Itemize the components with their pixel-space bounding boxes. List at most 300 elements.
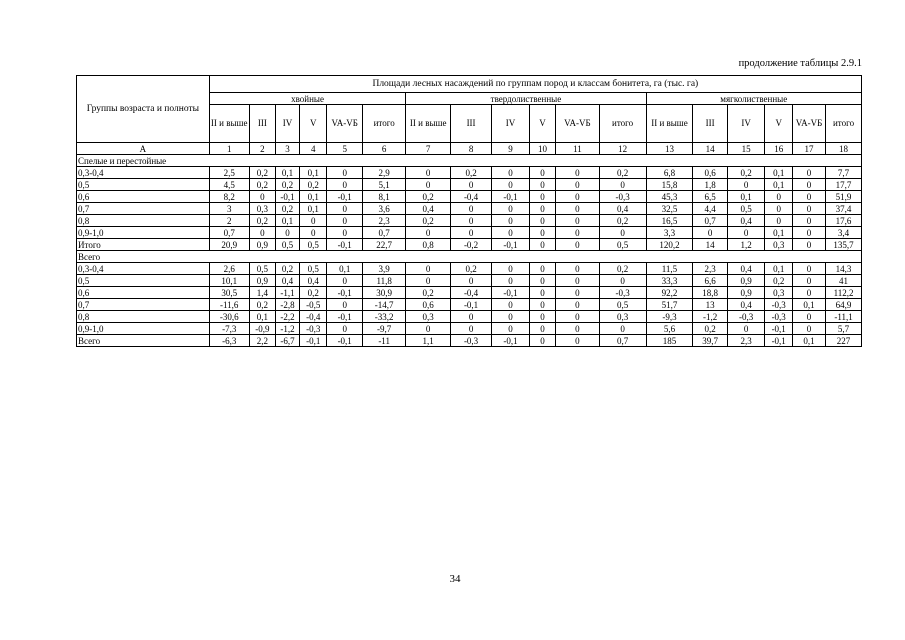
column-number: А [77,143,210,155]
table-cell: 0 [450,227,491,239]
column-number-row [77,143,862,155]
table-cell: 0,1 [765,179,792,191]
table-cell: 0 [492,179,530,191]
table-cell: 0,2 [406,287,451,299]
row-label: 0,5 [77,275,210,287]
table-cell: 0 [693,227,727,239]
section-header-row [77,251,862,263]
row-label: 0,6 [77,287,210,299]
subcolumn-header: II и выше [406,105,451,143]
table-cell: 0 [556,227,599,239]
table-cell: 0,1 [276,167,300,179]
table-cell: 92,2 [646,287,693,299]
table-cell: 0,1 [727,191,765,203]
table-cell: 0 [327,179,362,191]
table-cell: 0,3 [406,311,451,323]
table-cell: 5,7 [826,323,862,335]
table-cell: 0,5 [727,203,765,215]
table-cell: 1,4 [249,287,275,299]
table-cell: 0 [492,275,530,287]
table-cell: -0,1 [327,335,362,347]
table-cell: 135,7 [826,239,862,251]
table-cell: 0,2 [249,215,275,227]
table-cell: 3,6 [362,203,405,215]
table-cell: 0 [529,179,555,191]
table-cell: 0 [492,263,530,275]
table-cell: -0,1 [765,323,792,335]
table-cell: 0,2 [599,167,646,179]
column-number: 16 [765,143,792,155]
table-cell: 0,9 [727,275,765,287]
column-number: 10 [529,143,555,155]
table-cell: 22,7 [362,239,405,251]
table-cell: 14 [693,239,727,251]
table-cell: 20,9 [209,239,249,251]
table-cell: 2,6 [209,263,249,275]
table-cell: 0 [792,263,825,275]
table-cell: 0 [450,311,491,323]
table-cell: 0 [556,263,599,275]
table-cell: 0 [529,311,555,323]
table-cell: 0,5 [276,239,300,251]
table-cell: 4,4 [693,203,727,215]
table-cell: 0 [599,275,646,287]
table-cell: 0,1 [300,191,327,203]
table-cell: 0,3 [249,203,275,215]
table-cell: -14,7 [362,299,405,311]
table-cell: 2,3 [362,215,405,227]
table-cell: 2,5 [209,167,249,179]
table-cell: -0,1 [327,287,362,299]
table-cell: 0,4 [599,203,646,215]
table-cell: 5,1 [362,179,405,191]
table-cell: -11,6 [209,299,249,311]
table-cell: 0,2 [450,263,491,275]
table-cell: 0 [556,167,599,179]
table-cell: 17,6 [826,215,862,227]
table-cell: 0 [792,179,825,191]
table-cell: 0 [727,227,765,239]
column-number: 17 [792,143,825,155]
table-row [77,323,862,335]
table-cell: -11 [362,335,405,347]
table-cell: -0,1 [327,311,362,323]
table-cell: -0,1 [492,191,530,203]
table-cell: -0,3 [765,299,792,311]
subcolumn-header: II и выше [646,105,693,143]
table-cell: 0 [529,203,555,215]
table-cell: 0,2 [599,215,646,227]
column-number: 11 [556,143,599,155]
table-cell: 2,3 [693,263,727,275]
table-cell: 227 [826,335,862,347]
table-cell: 0,7 [209,227,249,239]
table-cell: -30,6 [209,311,249,323]
table-cell: 0,3 [765,239,792,251]
column-number: 4 [300,143,327,155]
table-cell: 0 [792,167,825,179]
table-cell: 0 [450,215,491,227]
table-cell: 0,7 [693,215,727,227]
table-cell: 64,9 [826,299,862,311]
table-cell: -6,7 [276,335,300,347]
table-cell: 0,4 [300,275,327,287]
table-cell: 0 [556,203,599,215]
table-cell: 0,2 [693,323,727,335]
table-cell: -0,4 [450,191,491,203]
table-row [77,179,862,191]
table-cell: -33,2 [362,311,405,323]
table-cell: -1,2 [276,323,300,335]
table-cell: 0,1 [276,215,300,227]
table-cell: 0 [556,335,599,347]
table-cell: 51,7 [646,299,693,311]
table-cell: 7,7 [826,167,862,179]
table-cell: -0,3 [765,311,792,323]
table-cell: 0 [327,215,362,227]
table-cell: -9,3 [646,311,693,323]
table-cell: 0 [492,227,530,239]
table-cell: 0,5 [300,239,327,251]
table-cell: 0 [327,167,362,179]
table-cell: 2,2 [249,335,275,347]
table-cell: 0,2 [300,287,327,299]
table-row [77,275,862,287]
table-cell: 0 [406,167,451,179]
table-row [77,215,862,227]
table-cell: 0 [300,227,327,239]
table-cell: 6,5 [693,191,727,203]
table-cell: 13 [693,299,727,311]
table-cell: 0 [327,323,362,335]
table-cell: 6,8 [646,167,693,179]
section-title: Всего [77,251,862,263]
table-cell: -0,4 [450,287,491,299]
row-label: 0,5 [77,179,210,191]
table-cell: 0 [529,239,555,251]
table-cell: 0,2 [249,299,275,311]
table-cell: -0,1 [492,239,530,251]
table-row [77,263,862,275]
table-cell: -11,1 [826,311,862,323]
table-cell: -0,1 [492,335,530,347]
table-cell: -9,7 [362,323,405,335]
table-cell: 0 [556,311,599,323]
table-cell: 0 [327,203,362,215]
table-cell: 0 [727,179,765,191]
row-group-header: Группы возраста и полноты [77,76,210,143]
table-cell: 0 [529,215,555,227]
table-row [77,227,862,239]
table-cell: 0 [492,311,530,323]
table-cell: 0 [492,203,530,215]
table-cell: 15,8 [646,179,693,191]
table-cell: 45,3 [646,191,693,203]
table-cell: 0,3 [599,311,646,323]
column-number: 14 [693,143,727,155]
subcolumn-header: IV [276,105,300,143]
table-cell: 1,1 [406,335,451,347]
table-cell: -0,1 [276,191,300,203]
table-cell: 11,8 [362,275,405,287]
table-cell: 0,2 [300,179,327,191]
table-cell: 51,9 [826,191,862,203]
subcolumn-header: IV [492,105,530,143]
table-cell: 0 [450,323,491,335]
table-cell: 4,5 [209,179,249,191]
table-cell: 1,8 [693,179,727,191]
table-cell: 0,2 [249,167,275,179]
subcolumn-header: II и выше [209,105,249,143]
table-cell: 37,4 [826,203,862,215]
table-row [77,167,862,179]
table-cell: 0,1 [792,299,825,311]
table-cell: 0 [529,299,555,311]
table-cell: 0,5 [599,299,646,311]
table-cell: 0,8 [406,239,451,251]
table-cell: 39,7 [693,335,727,347]
table-cell: 0,5 [599,239,646,251]
table-cell: 0,2 [765,275,792,287]
table-cell: 2,3 [727,335,765,347]
subcolumn-header: V [765,105,792,143]
table-cell: 0 [300,215,327,227]
table-cell: 3,4 [826,227,862,239]
table-cell: 0 [406,263,451,275]
table-cell: 0 [450,179,491,191]
table-cell: 0,2 [276,203,300,215]
table-row [77,287,862,299]
table-row [77,335,862,347]
table-cell: 0 [529,323,555,335]
table-cell: 0,6 [693,167,727,179]
column-number: 12 [599,143,646,155]
table-cell: 0,5 [300,263,327,275]
table-cell: 6,6 [693,275,727,287]
table-cell: 0 [792,323,825,335]
table-cell: 0 [556,179,599,191]
table-cell: 2 [209,215,249,227]
table-cell: 120,2 [646,239,693,251]
table-cell: 0 [599,323,646,335]
subcolumn-header: V [529,105,555,143]
column-number: 18 [826,143,862,155]
table-cell: 0 [406,275,451,287]
table-cell: 0 [529,275,555,287]
column-number: 15 [727,143,765,155]
group-header-hardwood: твердолиственные [406,93,646,105]
table-cell: 0 [529,263,555,275]
table-cell: 18,8 [693,287,727,299]
subcolumn-header: III [450,105,491,143]
table-cell: 0,2 [249,179,275,191]
continuation-note: продолжение таблицы 2.9.1 [738,58,862,69]
table-cell: -2,2 [276,311,300,323]
subcolumn-header: итого [362,105,405,143]
table-cell: 0 [792,227,825,239]
table-cell: 5,6 [646,323,693,335]
table-cell: 0 [556,275,599,287]
table-cell: 0 [556,287,599,299]
subcolumn-header: V [300,105,327,143]
subcolumn-header: III [693,105,727,143]
table-cell: 0 [792,215,825,227]
row-label: Итого [77,239,210,251]
row-label: 0,8 [77,215,210,227]
column-number: 8 [450,143,491,155]
row-label: 0,6 [77,191,210,203]
table-cell: 17,7 [826,179,862,191]
table-cell: 0,7 [599,335,646,347]
table-cell: 0,2 [276,263,300,275]
table-cell: 0,7 [362,227,405,239]
column-number: 3 [276,143,300,155]
table-cell: 0,2 [599,263,646,275]
table-row [77,311,862,323]
table-cell: 10,1 [209,275,249,287]
main-header: Площади лесных насаждений по группам пород и классам бонитета, га (тыс. га) [209,76,861,93]
table-cell: 11,5 [646,263,693,275]
column-number: 1 [209,143,249,155]
table-cell: 0 [599,179,646,191]
table-cell: 0 [276,227,300,239]
table-cell: 0 [529,227,555,239]
page-number: 34 [449,573,461,585]
table-cell: 0 [492,167,530,179]
table-cell: 0 [727,323,765,335]
table-cell: 0 [327,299,362,311]
table-cell: 0 [599,227,646,239]
table-cell: -7,3 [209,323,249,335]
table-cell: -0,5 [300,299,327,311]
row-label: 0,7 [77,299,210,311]
section-title: Спелые и перестойные [77,155,862,167]
column-number: 7 [406,143,451,155]
subcolumn-header: итого [599,105,646,143]
table-cell: 0,1 [327,263,362,275]
subcolumn-header: итого [826,105,862,143]
table-cell: -0,1 [327,191,362,203]
table-cell: -6,3 [209,335,249,347]
table-cell: 0,5 [249,263,275,275]
table-cell: -0,2 [450,239,491,251]
table-cell: -1,2 [693,311,727,323]
table-cell: 0 [492,299,530,311]
table-cell: -1,1 [276,287,300,299]
table-cell: 0,1 [792,335,825,347]
table-cell: 0 [529,191,555,203]
row-label: 0,9-1,0 [77,227,210,239]
table-cell: -0,1 [765,335,792,347]
table-cell: 0,1 [300,167,327,179]
table-cell: 3 [209,203,249,215]
table-cell: 0,1 [300,203,327,215]
table-cell: 0,9 [249,239,275,251]
table-cell: 41 [826,275,862,287]
table-cell: 0 [529,167,555,179]
table-cell: 0 [529,287,555,299]
row-label: 0,8 [77,311,210,323]
table-cell: 16,5 [646,215,693,227]
table-cell: 0,2 [276,179,300,191]
table-cell: 0,1 [765,263,792,275]
table-cell: 0 [765,191,792,203]
table-cell: 3,9 [362,263,405,275]
table-cell: -0,3 [727,311,765,323]
table-cell: 185 [646,335,693,347]
table-cell: 0 [406,179,451,191]
table-cell: 0 [406,227,451,239]
table-cell: 0 [249,227,275,239]
column-number: 13 [646,143,693,155]
table-cell: 0,4 [727,263,765,275]
table-cell: 0 [450,203,491,215]
table-cell: 0 [492,215,530,227]
column-number: 5 [327,143,362,155]
table-cell: 0 [765,203,792,215]
row-label: Всего [77,335,210,347]
row-label: 0,7 [77,203,210,215]
table-cell: -0,9 [249,323,275,335]
table-cell: 0 [792,203,825,215]
table-cell: 0,4 [276,275,300,287]
table-cell: 0,2 [450,167,491,179]
table-row [77,239,862,251]
table-cell: 0,6 [406,299,451,311]
table-cell: 112,2 [826,287,862,299]
table-cell: 0 [327,275,362,287]
row-label: 0,9-1,0 [77,323,210,335]
table-cell: 0,4 [727,215,765,227]
column-number: 6 [362,143,405,155]
column-number: 9 [492,143,530,155]
table-cell: 0,2 [406,215,451,227]
table-cell: 3,3 [646,227,693,239]
subcolumn-header: VA-VБ [556,105,599,143]
table-cell: 30,9 [362,287,405,299]
table-cell: -0,1 [327,239,362,251]
table-cell: 0,9 [727,287,765,299]
subcolumn-header: III [249,105,275,143]
table-cell: 0 [792,239,825,251]
table-cell: 8,2 [209,191,249,203]
table-cell: 0,1 [765,227,792,239]
subcolumn-header: IV [727,105,765,143]
table-cell: -0,3 [450,335,491,347]
table-cell: 0,4 [406,203,451,215]
table-cell: 0 [556,299,599,311]
table-cell: 33,3 [646,275,693,287]
table-cell: -0,1 [492,287,530,299]
table-cell: 0 [556,239,599,251]
table-cell: 0 [792,275,825,287]
table-cell: 2,9 [362,167,405,179]
table-cell: 0 [406,323,451,335]
section-header-row [77,155,862,167]
table-cell: -0,3 [300,323,327,335]
table-cell: -0,1 [450,299,491,311]
table-cell: 0 [556,191,599,203]
table-cell: 0 [556,215,599,227]
table-cell: 8,1 [362,191,405,203]
table-cell: 0 [327,227,362,239]
table-cell: 0 [765,215,792,227]
table-cell: 0 [792,311,825,323]
table-cell: 0 [556,323,599,335]
table-cell: 0,2 [727,167,765,179]
table-cell: -0,3 [599,191,646,203]
table-cell: 0,3 [765,287,792,299]
